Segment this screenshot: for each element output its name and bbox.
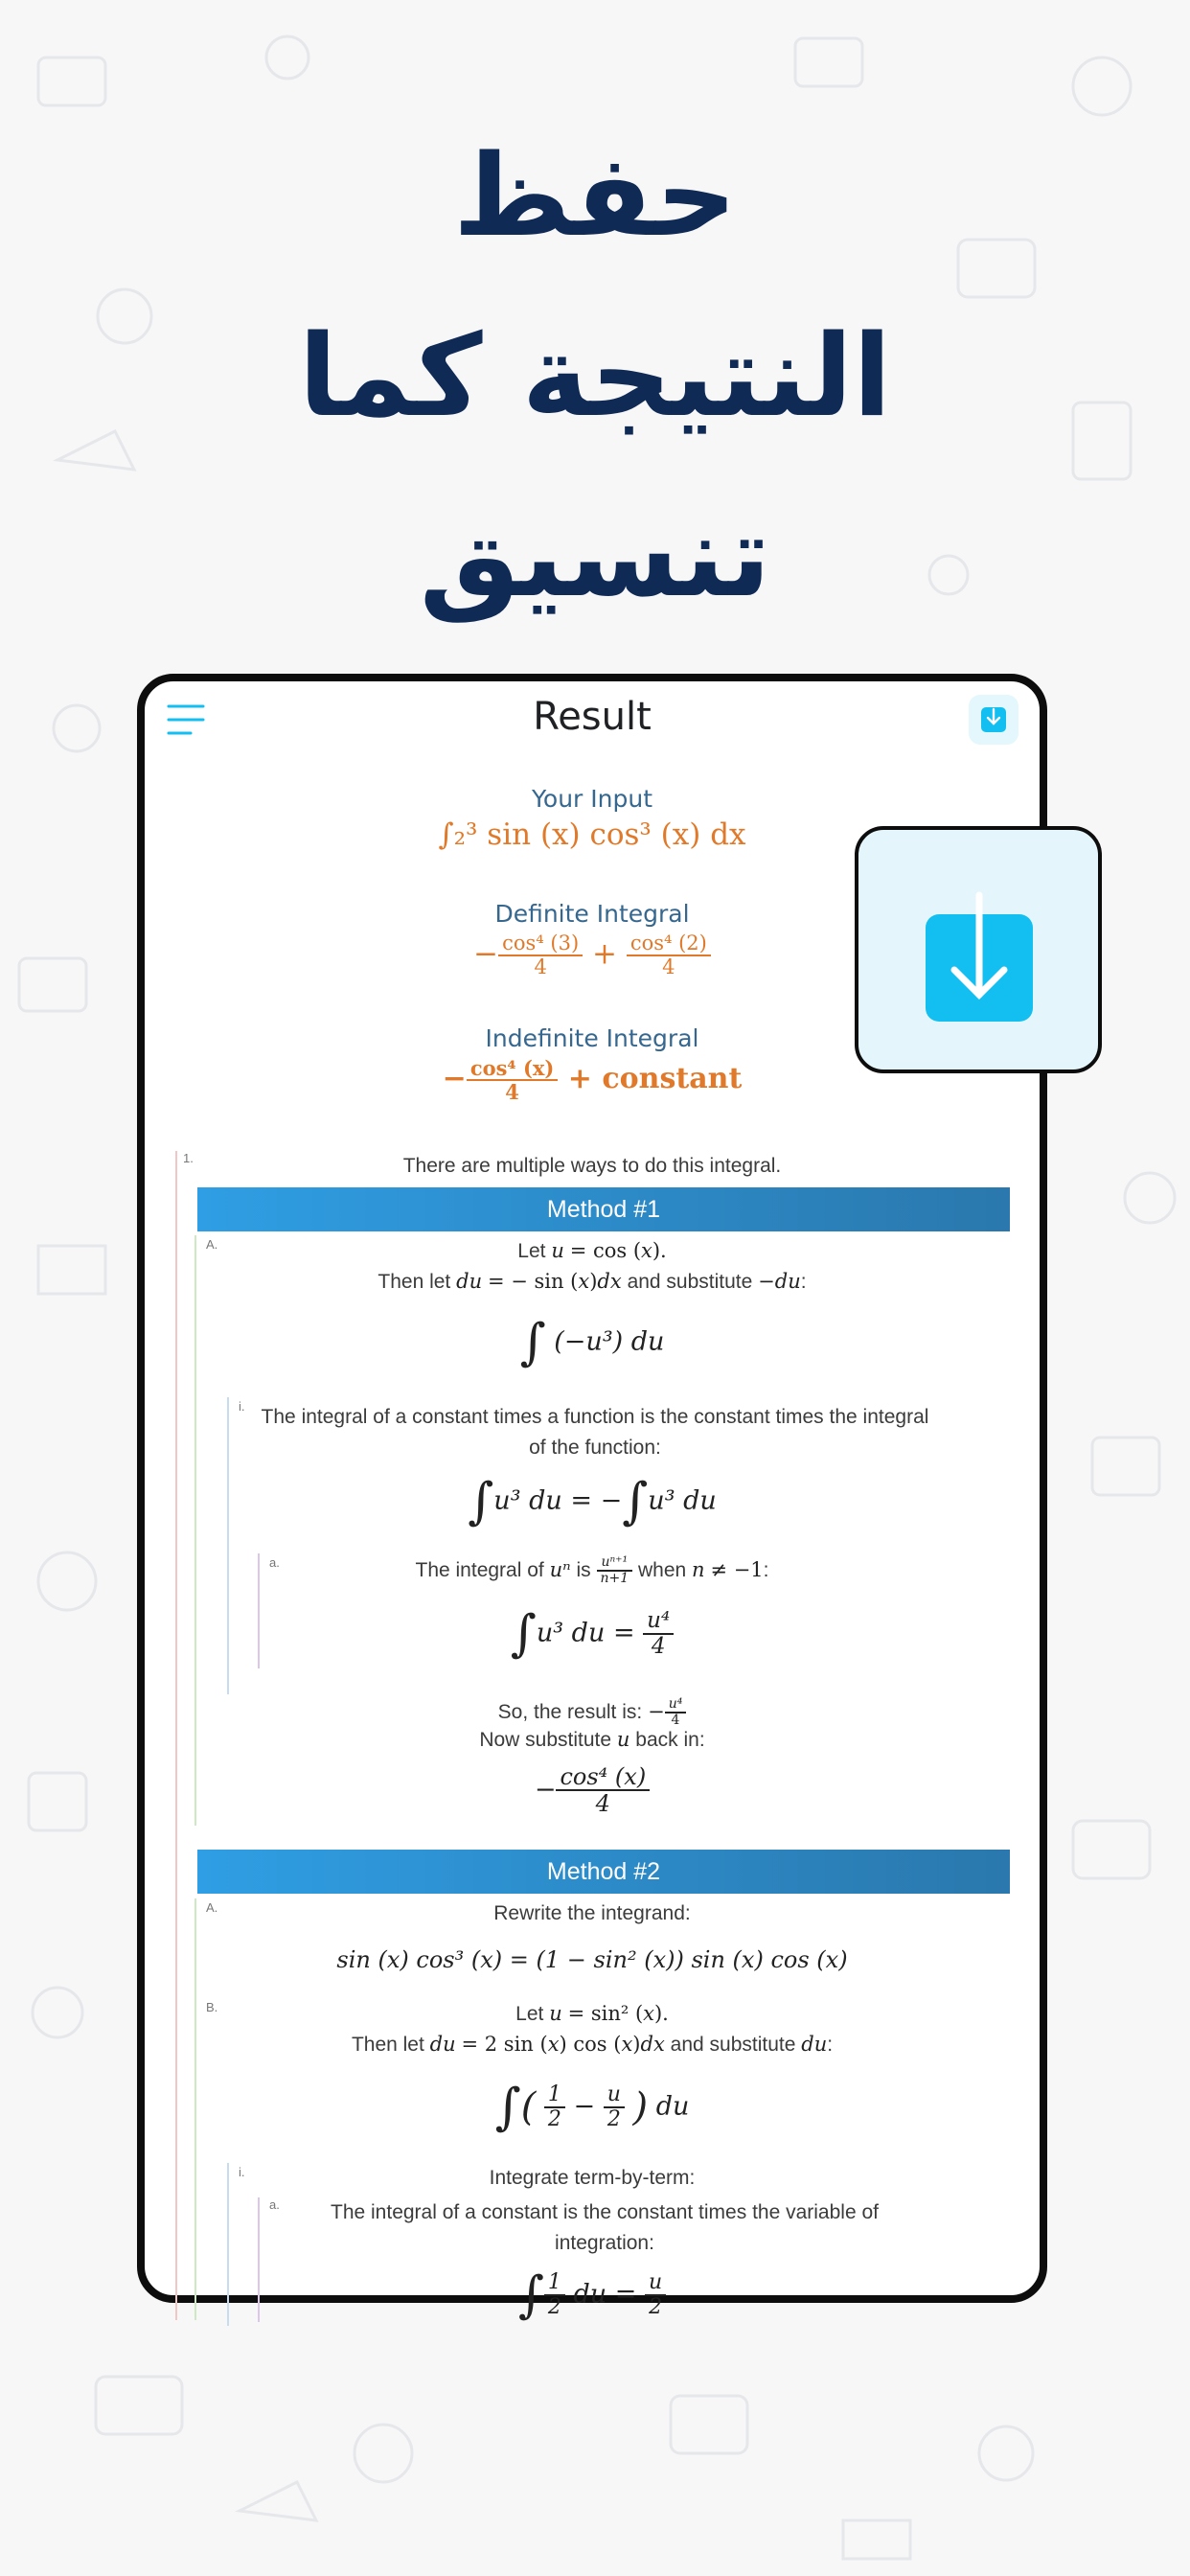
m1-integral: ∫ (−u³) du xyxy=(519,1314,665,1371)
download-callout[interactable] xyxy=(855,826,1102,1073)
step-marker: B. xyxy=(206,2000,218,2014)
definite-expression: − $\frac{\text{cos⁴ (3)}}{4}$ + $\frac{\text{cos⁴ (2)}}{4}$ xyxy=(145,932,1040,978)
m2-const-rule: The integral of a constant is the constant times the variable of integration: xyxy=(331,2201,879,2254)
promo-headline xyxy=(0,105,1190,646)
headline-line-2: النتيجة كما xyxy=(298,310,892,442)
m1-then-let: Then let du = − sin (x)dx and substitute −du: xyxy=(378,1270,807,1293)
m2-rewrite-eq: sin (x) cos³ (x) = (1 − sin² (x)) sin (x) cos (x) xyxy=(336,1946,848,1973)
download-icon xyxy=(981,707,1006,732)
m1-power-eq: ∫u³ du = $\frac{\text{u⁴}}{4}$ xyxy=(145,1605,1040,1663)
headline-line-3: تنسيق xyxy=(419,490,771,622)
method-2-header: Method #2 xyxy=(197,1850,1010,1894)
m2-const-eq: ∫ $\frac{1}{2}$ du = $\frac{u}{2}$ xyxy=(145,2266,1040,2324)
m1-power-rule: The integral of uⁿ is $\frac{\text{uⁿ⁺¹}}{n+1}$ when n ≠ −1: xyxy=(415,1554,769,1587)
step-marker: a. xyxy=(269,2197,280,2212)
top-bar xyxy=(145,681,1040,758)
m2-integral: ∫( $\frac{1}{2}$ − $\frac{u}{2}$ ) du xyxy=(494,2079,690,2136)
definite-label: Definite Integral xyxy=(494,900,690,928)
headline-line-1: حفظ xyxy=(452,129,738,262)
page-title: Result xyxy=(533,695,652,739)
step-marker: 1. xyxy=(183,1151,194,1165)
constant-word: constant xyxy=(602,1062,743,1096)
m2-let: Let u = sin² (x). xyxy=(515,2002,669,2025)
download-button[interactable] xyxy=(969,695,1018,745)
indefinite-expression: − $\frac{\text{cos⁴ (x)}}{4}$ + constant xyxy=(442,1056,743,1105)
m2-rewrite: Rewrite the integrand: xyxy=(493,1902,691,1924)
step-marker: i. xyxy=(239,2165,245,2179)
m2-term-by-term: Integrate term-by-term: xyxy=(489,2167,696,2189)
m1-substitute-back: Now substitute u back in: xyxy=(479,1728,705,1751)
indefinite-label: Indefinite Integral xyxy=(485,1024,699,1052)
m2-then-let: Then let du = 2 sin (x) cos (x)dx and substitute du: xyxy=(351,2033,834,2056)
step-marker: a. xyxy=(269,1555,280,1570)
m1-const-eq: ∫u³ du = −∫u³ du xyxy=(468,1473,717,1530)
input-expression: ∫₂³ sin (x) cos³ (x) dx xyxy=(438,817,746,852)
intro-step: There are multiple ways to do this integral. xyxy=(402,1155,782,1177)
m1-so-result: So, the result is: − $\frac{\text{u⁴}}{4}$ xyxy=(145,1697,1040,1729)
m1-let: Let u = cos (x). xyxy=(517,1239,667,1262)
method-1-header: Method #1 xyxy=(197,1187,1010,1231)
step-marker: i. xyxy=(239,1399,245,1414)
m1-final: − $\frac{\text{cos⁴ (x)}}{4}$ xyxy=(145,1764,1040,1817)
step-marker: A. xyxy=(206,1237,218,1252)
step-marker: A. xyxy=(206,1900,218,1915)
input-label: Your Input xyxy=(531,785,653,813)
download-icon xyxy=(926,914,1033,1022)
m1-const-rule: The integral of a constant times a function is the constant times the integral of the function: xyxy=(261,1406,929,1459)
